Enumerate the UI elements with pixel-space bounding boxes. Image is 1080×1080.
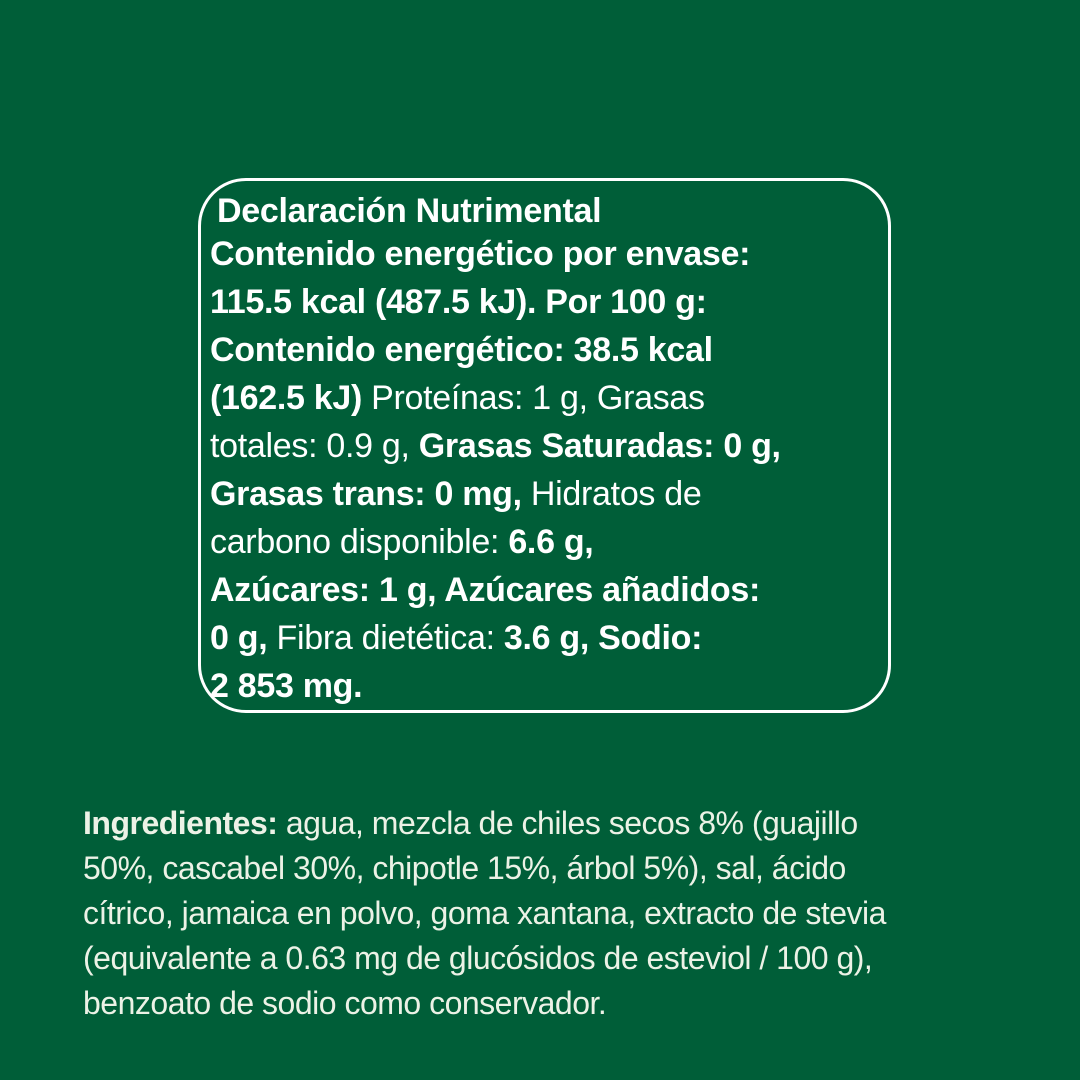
ingredients-line — [83, 936, 886, 981]
regular-text-run: (equivalente a 0.63 mg de glucósidos de esteviol / 100 g), — [83, 940, 873, 976]
nutrition-line — [210, 566, 874, 614]
nutrition-line — [210, 470, 874, 518]
ingredients-line — [83, 801, 886, 846]
bold-text-run: 6.6 g, — [508, 523, 594, 561]
regular-text-run: benzoato de sodio como conservador. — [83, 985, 607, 1021]
ingredients-line — [83, 981, 886, 1026]
ingredients-paragraph — [83, 801, 886, 1026]
ingredients-line — [83, 891, 886, 936]
nutrition-line — [210, 662, 874, 710]
regular-text-run: Hidratos de — [530, 475, 702, 513]
bold-text-run: 3.6 g, Sodio: — [503, 619, 703, 657]
bold-text-run: 115.5 kcal (487.5 kJ). Por 100 g: — [210, 283, 707, 321]
bold-text-run: Grasas trans: 0 mg, — [210, 475, 531, 513]
bold-text-run: Ingredientes: — [83, 805, 286, 841]
nutrition-line — [210, 230, 874, 278]
regular-text-run: carbono disponible: — [210, 523, 509, 561]
regular-text-run: 50%, cascabel 30%, chipotle 15%, árbol 5%), sal, ácido — [83, 850, 846, 886]
bold-text-run: 2 853 mg. — [210, 667, 363, 705]
nutrition-line — [210, 518, 874, 566]
regular-text-run: totales: 0.9 g, — [210, 427, 419, 465]
nutrition-line — [210, 422, 874, 470]
bold-text-run: Contenido energético por envase: — [210, 235, 751, 273]
ingredients-line — [83, 846, 886, 891]
nutrition-declaration-panel — [198, 178, 891, 713]
nutrition-line — [210, 278, 874, 326]
bold-text-run: Contenido energético: 38.5 kcal — [210, 331, 713, 369]
nutrition-facts-text — [210, 230, 874, 710]
bold-text-run: Azúcares: 1 g, Azúcares añadidos: — [210, 571, 761, 609]
nutrition-panel-title: Declaración Nutrimental — [217, 192, 602, 230]
regular-text-run: Fibra dietética: — [276, 619, 504, 657]
regular-text-run: Proteínas: 1 g, Grasas — [371, 379, 705, 417]
regular-text-run: agua, mezcla de chiles secos 8% (guajillo — [285, 805, 858, 841]
nutrition-line — [210, 614, 874, 662]
nutrition-line — [210, 374, 874, 422]
bold-text-run: Grasas Saturadas: 0 g, — [418, 427, 781, 465]
regular-text-run: cítrico, jamaica en polvo, goma xantana, extracto de stevia — [83, 895, 886, 931]
nutrition-line — [210, 326, 874, 374]
bold-text-run: (162.5 kJ) — [210, 379, 372, 417]
bold-text-run: 0 g, — [210, 619, 277, 657]
